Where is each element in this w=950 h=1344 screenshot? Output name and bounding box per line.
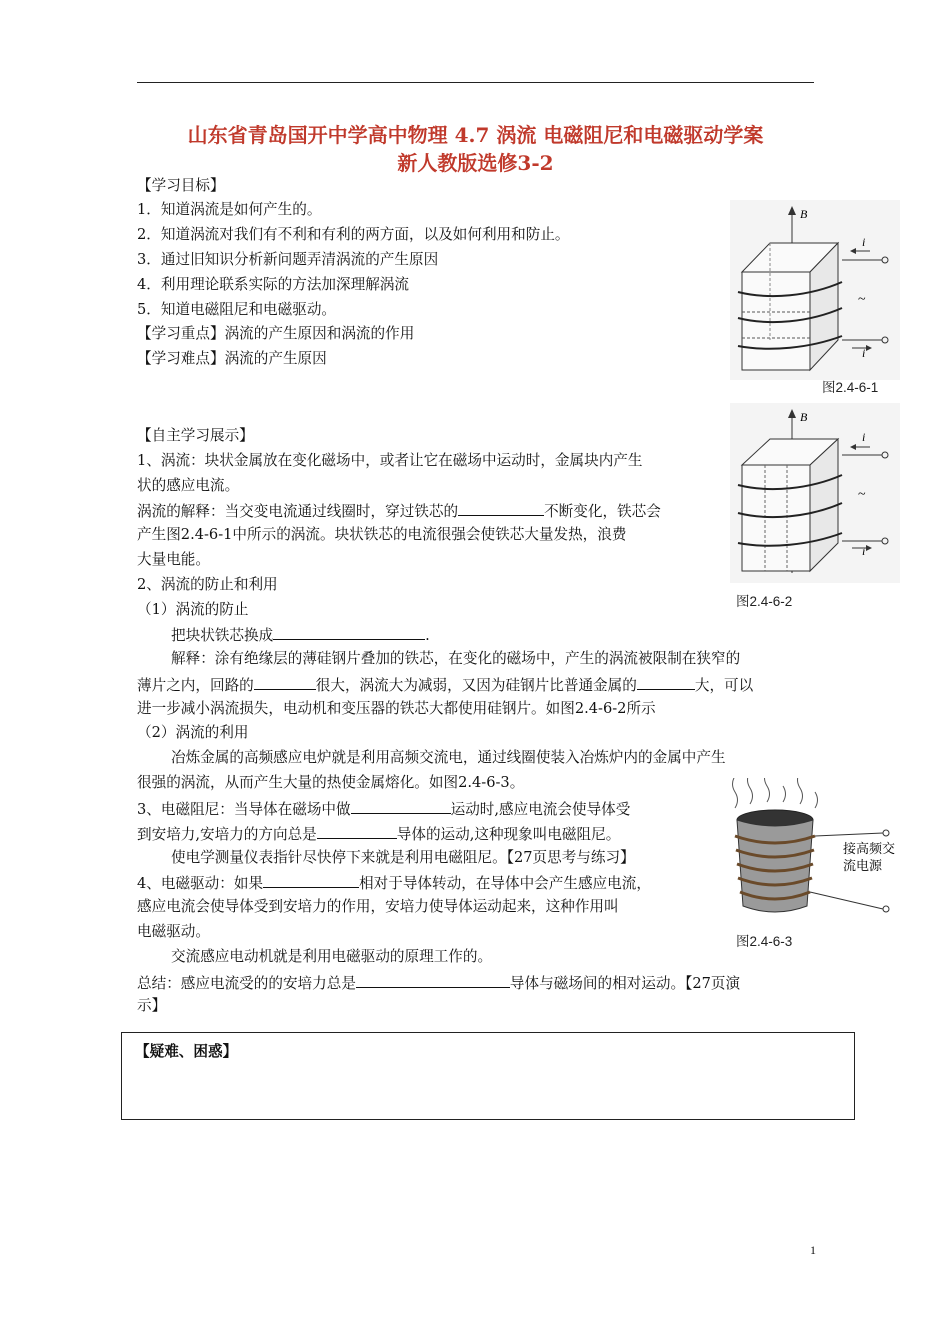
summary-text: 总结：感应电流受的的安培力总是 导体与磁场间的相对运动。【27页演	[137, 970, 740, 996]
key-point: 【学习重点】涡流的产生原因和涡流的作用	[137, 325, 415, 342]
goal-item: 1．知道涡流是如何产生的。	[137, 201, 322, 218]
fill-blank[interactable]	[273, 622, 425, 640]
fill-blank[interactable]	[351, 796, 451, 814]
damping-text-cont: 到安培力,安培力的方向总是 导体的运动,这种现象叫电磁阻尼。	[137, 821, 620, 847]
self-study-header: 【自主学习展示】	[137, 427, 254, 444]
label-i-bottom: i	[862, 346, 866, 360]
goal-item: 4．利用理论联系实际的方法加深理解涡流	[137, 276, 409, 293]
fill-blank[interactable]	[356, 970, 510, 988]
silicon-steel-note: 解释：涂有绝缘层的薄硅钢片叠加的铁芯，在变化的磁场中，产生的涡流被限制在狭窄的	[171, 650, 741, 667]
figure-induction-furnace	[715, 778, 905, 928]
title-line-1: 山东省青岛国开中学高中物理 4.7 涡流 电磁阻尼和电磁驱动学案	[187, 123, 764, 147]
fill-blank[interactable]	[263, 870, 359, 888]
furnace-label-2: 流电源	[843, 858, 883, 873]
eddy-definition: 1、涡流：块状金属放在变化磁场中，或者让它在磁场中运动时，金属块内产生	[137, 452, 643, 469]
eddy-definition-cont: 状的感应电流。	[137, 477, 240, 494]
drive-text-cont: 感应电流会使导体受到安培力的作用，安培力使导体运动起来，这种作用叫	[137, 898, 619, 915]
goal-item: 3．通过旧知识分析新问题弄清涡流的产生原因	[137, 251, 439, 268]
label-tilde: ~	[858, 292, 866, 307]
title-line-2: 新人教版选修3-2	[397, 151, 554, 175]
goal-item: 5．知道电磁阻尼和电磁驱动。	[137, 301, 337, 318]
label-B: B	[800, 207, 808, 221]
silicon-steel-note-end: 进一步减小涡流损失，电动机和变压器的铁芯大都使用硅钢片。如图2.4-6-2所示	[137, 700, 656, 717]
goal-item: 2．知道涡流对我们有不利和有利的两方面，以及如何利用和防止。	[137, 226, 570, 243]
figure-solid-core-diagram	[730, 200, 900, 380]
label-i-top: i	[862, 235, 866, 249]
goals-header: 【学习目标】	[137, 177, 225, 194]
label-i-top: i	[862, 430, 866, 444]
replace-core: 把块状铁芯换成 .	[171, 622, 430, 648]
eddy-explanation: 涡流的解释：当交变电流通过线圈时，穿过铁芯的 不断变化，铁芯会	[137, 498, 661, 524]
figure-2-caption: 图2.4-6-2	[736, 594, 793, 609]
motor-text: 交流感应电动机就是利用电磁驱动的原理工作的。	[171, 948, 493, 965]
fill-blank[interactable]	[637, 672, 695, 690]
figure-3-caption: 图2.4-6-3	[736, 934, 793, 949]
summary-text-end: 示】	[137, 997, 167, 1014]
label-tilde: ~	[858, 487, 866, 502]
figure-1-caption: 图2.4-6-1	[822, 380, 879, 395]
heat-waves-icon	[733, 778, 818, 808]
eddy-explanation-cont: 产生图2.4-6-1中所示的涡流。块状铁芯的电流很强会使铁芯大量发热，浪费	[137, 526, 627, 543]
figure-laminated-core-diagram	[730, 403, 900, 583]
drive-text-end: 电磁驱动。	[137, 923, 210, 940]
eddy-explanation-end: 大量电能。	[137, 551, 210, 568]
fill-blank[interactable]	[254, 672, 316, 690]
label-B: B	[800, 410, 808, 424]
subsection-use: （2）涡流的利用	[137, 724, 249, 741]
damping-text: 3、电磁阻尼：当导体在磁场中做 运动时,感应电流会使导体受	[137, 796, 630, 822]
fill-blank[interactable]	[317, 821, 397, 839]
furnace-text: 冶炼金属的高频感应电炉就是利用高频交流电，通过线圈使装入冶炼炉内的金属中产生	[171, 749, 726, 766]
furnace-text-cont: 很强的涡流，从而产生大量的热使金属熔化。如图2.4-6-3。	[137, 774, 525, 791]
difficult-point: 【学习难点】涡流的产生原因	[137, 350, 327, 367]
label-i-bottom: i	[862, 544, 866, 558]
drive-text: 4、电磁驱动：如果 相对于导体转动，在导体中会产生感应电流，	[137, 870, 651, 896]
damping-example: 使电学测量仪表指针尽快停下来就是利用电磁阻尼。【27页思考与练习】	[171, 849, 635, 866]
section-prevent-use: 2、涡流的防止和利用	[137, 576, 278, 593]
doubts-header: 【疑难、困惑】	[135, 1043, 238, 1060]
subsection-prevent: （1）涡流的防止	[137, 601, 249, 618]
furnace-label-1: 接高频交	[843, 841, 896, 856]
page-number: 1	[810, 1243, 816, 1257]
header-rule	[137, 82, 814, 83]
fill-blank[interactable]	[458, 498, 544, 516]
silicon-steel-note-cont: 薄片之内，回路的 很大，涡流大为减弱，又因为硅钢片比普通金属的 大，可以	[137, 672, 753, 698]
